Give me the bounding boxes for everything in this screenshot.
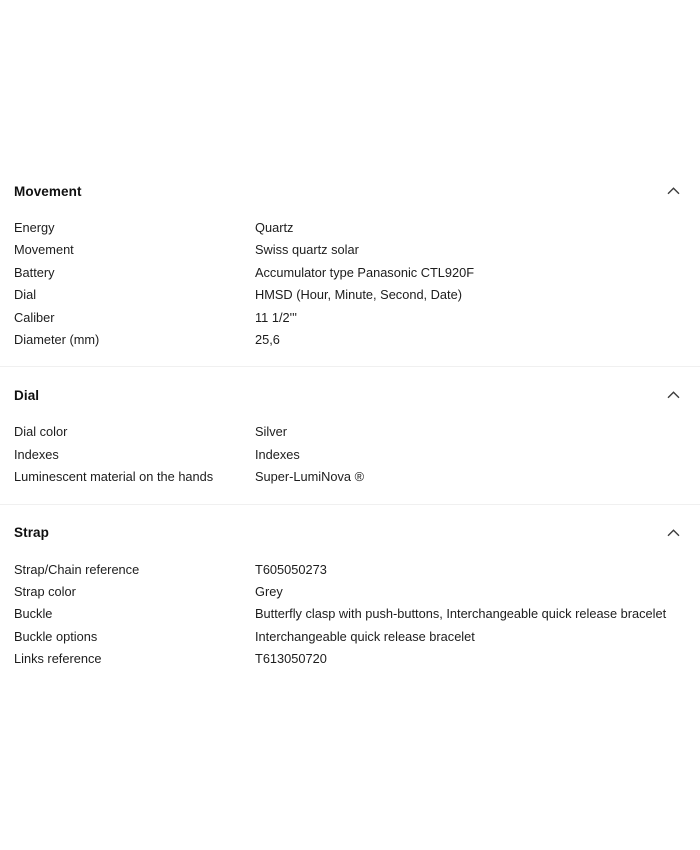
spec-row [14,262,680,284]
spec-row [14,466,680,488]
spec-label: Caliber [14,309,55,325]
section-title: Strap [14,525,50,541]
spec-rows [14,421,680,488]
spec-value: Quartz [255,220,294,235]
spec-label: Luminescent material on the hands [14,469,214,485]
spec-row [14,603,680,625]
spec-row [14,444,680,466]
section-header[interactable] [14,181,680,201]
chevron-up-icon[interactable] [666,186,680,196]
spec-row [14,307,680,329]
section-title: Dial [14,387,40,403]
spec-value: 11 1/2''' [255,309,297,325]
spec-row [14,284,680,306]
spec-label: Strap/Chain reference [14,561,140,577]
spec-label: Links reference [14,651,102,667]
spec-value: Swiss quartz solar [255,242,359,258]
spec-row [14,626,680,648]
spec-label: Energy [14,220,55,235]
spec-label: Dial [14,287,37,303]
spec-row [14,329,680,351]
spec-rows [14,217,680,351]
spec-row [14,581,680,603]
spec-label: Dial color [14,424,68,440]
spec-row [14,239,680,261]
section-strap [0,504,700,686]
chevron-up-icon[interactable] [666,390,680,400]
section-dial [0,366,700,503]
spec-label: Diameter (mm) [14,332,100,348]
spec-value: HMSD (Hour, Minute, Second, Date) [255,287,462,303]
spec-row [14,559,680,581]
spec-row [14,217,680,239]
spec-row [14,648,680,670]
spec-value: Interchangeable quick release bracelet [255,628,475,644]
spec-label: Indexes [14,446,59,462]
spec-value: Accumulator type Panasonic CTL920F [255,264,475,280]
spec-value: T613050720 [255,651,327,667]
section-header[interactable] [14,523,680,543]
spec-label: Strap color [14,584,76,600]
spec-label: Battery [14,264,55,280]
spec-value: Indexes [255,446,300,462]
spec-value: 25,6 [255,332,280,348]
chevron-up-icon[interactable] [666,528,680,538]
spec-label: Buckle [14,606,53,622]
section-header[interactable] [14,385,680,405]
spec-label: Buckle options [14,628,98,644]
spec-value: Super-LumiNova ® [255,469,365,485]
spec-value: T605050273 [255,561,327,577]
section-title: Movement [14,183,82,199]
spec-row [14,421,680,443]
spec-rows [14,559,680,671]
section-movement [0,181,700,366]
spec-label: Movement [14,242,74,258]
spec-value: Butterfly clasp with push-buttons, Interchangeable quick release bracelet [255,606,667,622]
spec-value: Grey [255,584,283,600]
spec-value: Silver [255,424,287,440]
